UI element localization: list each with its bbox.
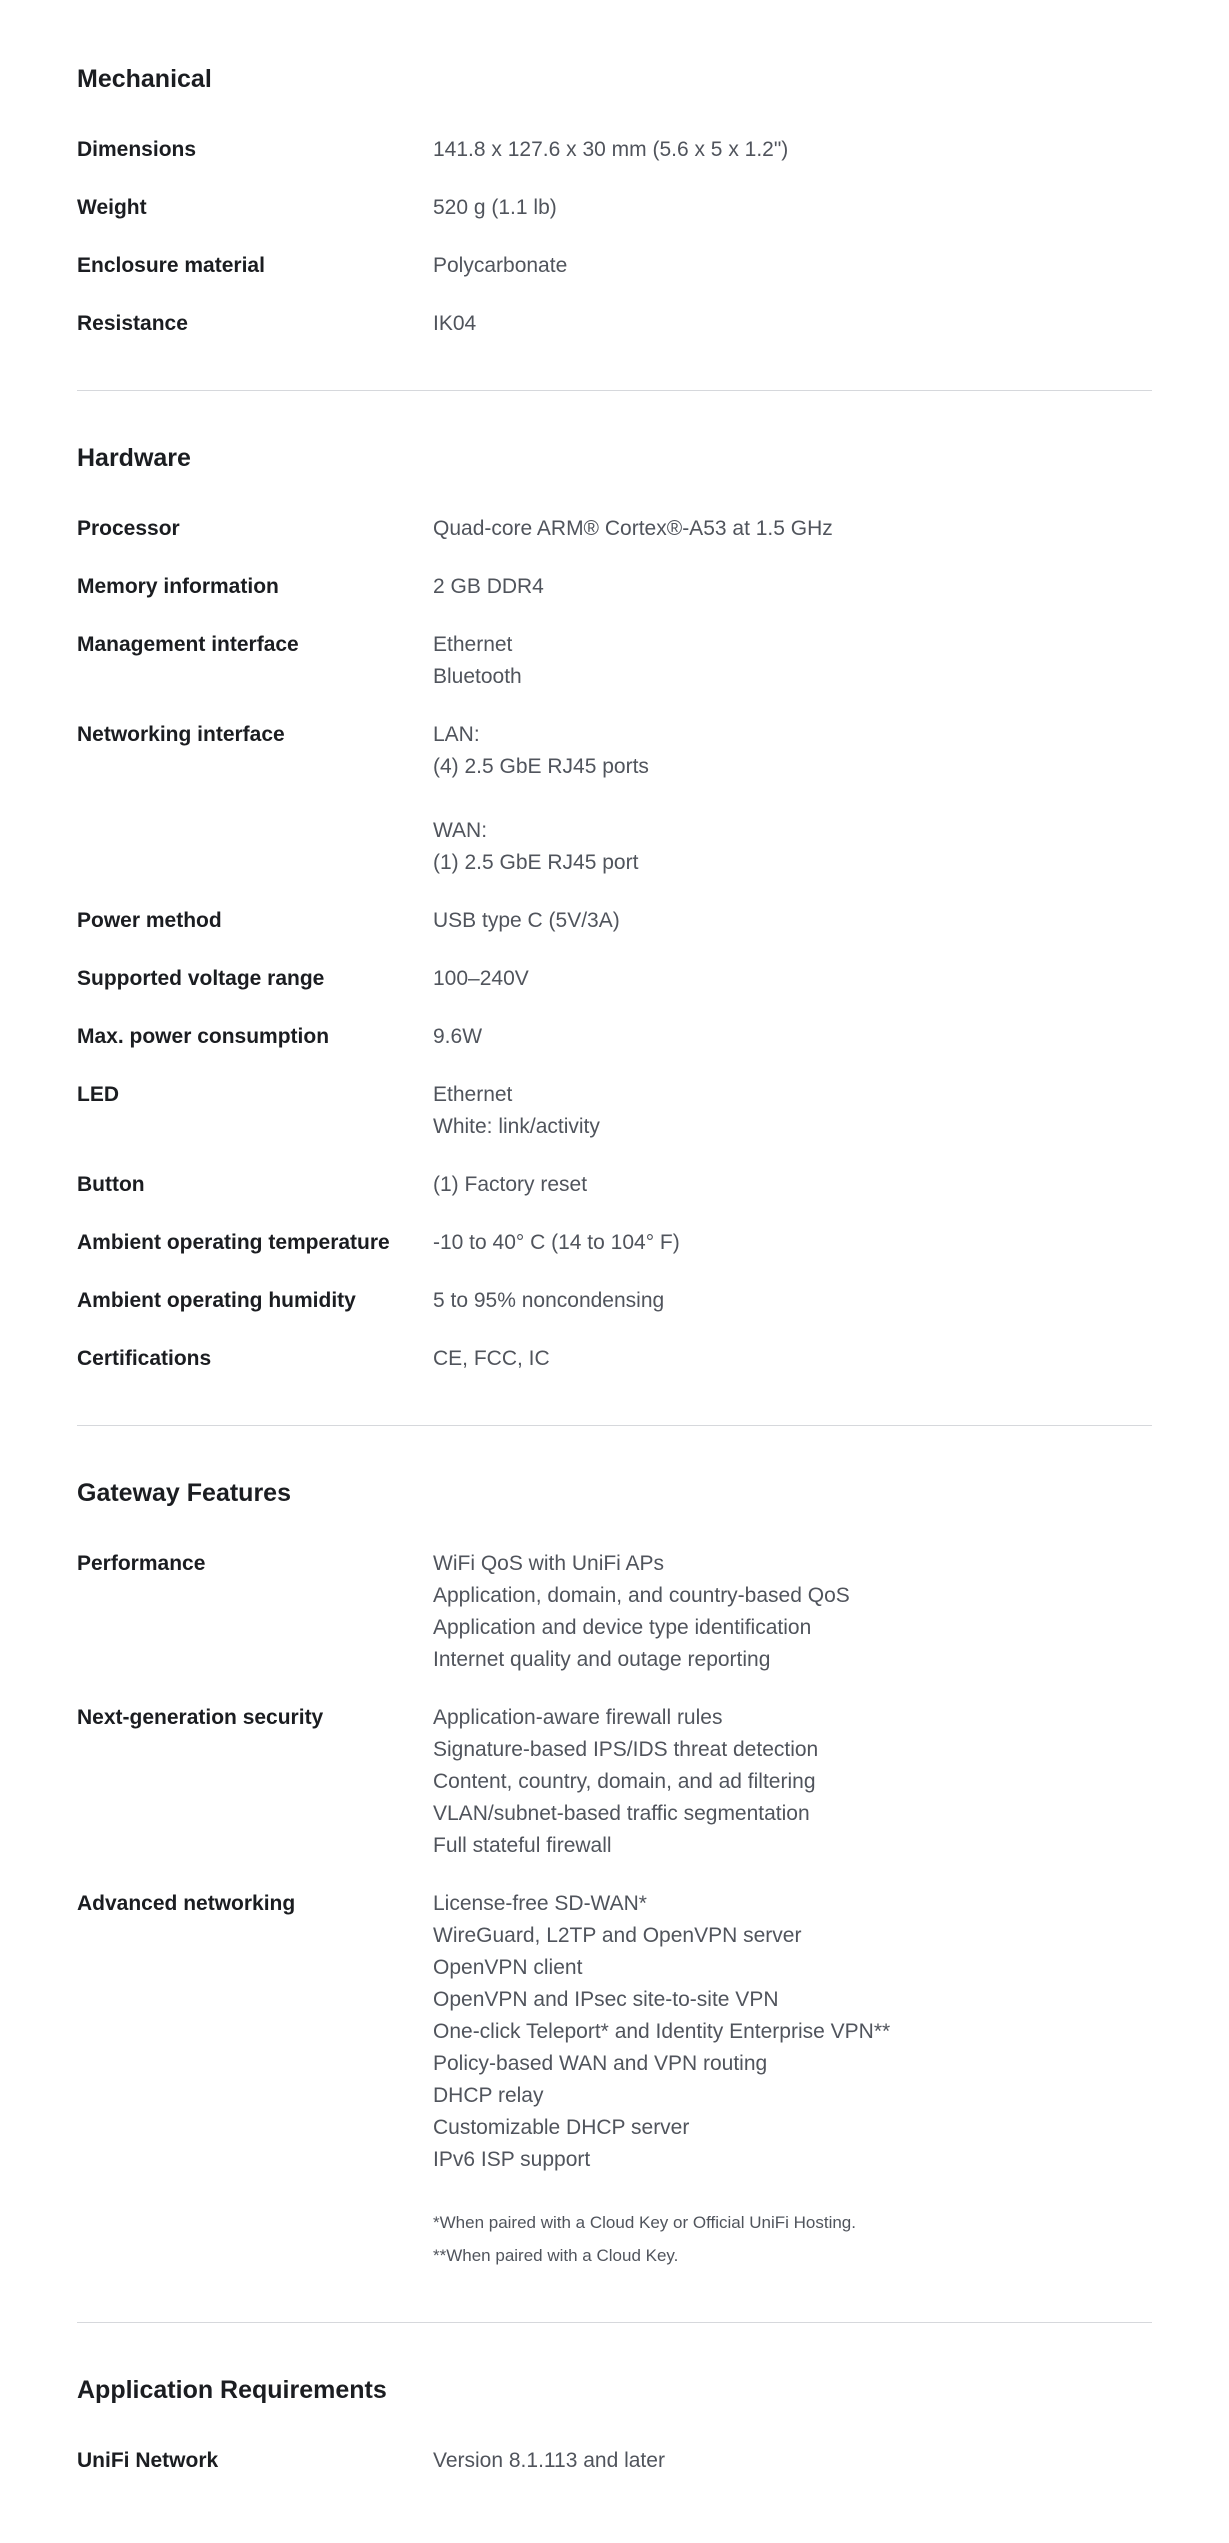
spec-values [433,1343,1152,1375]
spec-values [433,1548,1152,1676]
spec-value: Customizable DHCP server [433,2116,690,2139]
footnote: **When paired with a Cloud Key. [433,2246,679,2265]
spec-value: -10 to 40° C (14 to 104° F) [433,1231,680,1254]
spec-value: 520 g (1.1 lb) [433,196,557,219]
spec-section [77,2373,1152,2477]
spec-value: CE, FCC, IC [433,1347,550,1370]
spec-values [433,513,1152,545]
spec-row [77,134,1152,166]
section-title: Mechanical [77,65,212,93]
spec-row [77,192,1152,224]
spec-values [433,1227,1152,1259]
spec-value: 5 to 95% noncondensing [433,1289,665,1312]
spec-label: Weight [77,196,147,219]
spec-value: Ethernet [433,1083,513,1106]
spec-rows [77,1548,1152,2272]
spec-label: Management interface [77,633,299,656]
spec-label: Memory information [77,575,279,598]
spec-values [433,250,1152,282]
spec-label: UniFi Network [77,2449,219,2472]
spec-value: WiFi QoS with UniFi APs [433,1552,665,1575]
spec-label: Dimensions [77,138,197,161]
spec-value: Ethernet [433,633,513,656]
spec-values [433,1285,1152,1317]
spec-value: Bluetooth [433,665,522,688]
spec-row [77,629,1152,693]
spec-label: Enclosure material [77,254,265,277]
spec-value: IK04 [433,312,477,335]
spec-value: USB type C (5V/3A) [433,909,620,932]
spec-label: Performance [77,1552,206,1575]
spec-value: Quad-core ARM® Cortex®-A53 at 1.5 GHz [433,517,833,540]
spec-label: Supported voltage range [77,967,325,990]
spec-row [77,571,1152,603]
value-spacer [433,783,1152,815]
spec-values [433,308,1152,340]
spec-value: License-free SD-WAN* [433,1892,647,1915]
spec-value: White: link/activity [433,1115,600,1138]
spec-rows [77,513,1152,1375]
spec-value: Application and device type identification [433,1616,812,1639]
spec-values [433,571,1152,603]
spec-value: WireGuard, L2TP and OpenVPN server [433,1924,802,1947]
spec-value: LAN: [433,723,480,746]
spec-values [433,2445,1152,2477]
spec-row [77,1169,1152,1201]
spec-label: Power method [77,909,222,932]
spec-label: LED [77,1083,119,1106]
spec-label: Button [77,1173,145,1196]
spec-values [433,719,1152,879]
section-title: Gateway Features [77,1479,291,1507]
spec-row [77,513,1152,545]
spec-value: Policy-based WAN and VPN routing [433,2052,768,2075]
spec-label: Next-generation security [77,1706,324,1729]
spec-value: One-click Teleport* and Identity Enterprise VPN** [433,2020,891,2043]
spec-row [77,1343,1152,1375]
spec-value: Signature-based IPS/IDS threat detection [433,1738,819,1761]
spec-values [433,963,1152,995]
spec-label: Processor [77,517,180,540]
spec-values [433,905,1152,937]
spec-row [77,250,1152,282]
spec-row [77,1227,1152,1259]
spec-value: VLAN/subnet-based traffic segmentation [433,1802,810,1825]
footnote: *When paired with a Cloud Key or Official UniFi Hosting. [433,2213,856,2232]
spec-values [433,1021,1152,1053]
spec-row [77,1021,1152,1053]
spec-label: Resistance [77,312,188,335]
spec-value: IPv6 ISP support [433,2148,591,2171]
spec-label: Certifications [77,1347,212,1370]
spec-row [77,1548,1152,1676]
section-divider [77,2322,1152,2323]
spec-row [77,905,1152,937]
spec-values [433,1079,1152,1143]
spec-values [433,1169,1152,1201]
spec-values [433,192,1152,224]
spec-value: Internet quality and outage reporting [433,1648,771,1671]
spec-value: 141.8 x 127.6 x 30 mm (5.6 x 5 x 1.2") [433,138,789,161]
spec-section [77,62,1152,340]
spec-value: 9.6W [433,1025,483,1048]
spec-row [77,1702,1152,1862]
spec-rows [77,2445,1152,2477]
spec-value: (4) 2.5 GbE RJ45 ports [433,755,649,778]
spec-values [433,134,1152,166]
spec-value: OpenVPN and IPsec site-to-site VPN [433,1988,779,2011]
spec-values [433,1702,1152,1862]
spec-value: Application, domain, and country-based QoS [433,1584,850,1607]
spec-value: DHCP relay [433,2084,544,2107]
spec-value: OpenVPN client [433,1956,583,1979]
spec-value: 100–240V [433,967,529,990]
spec-values [433,1888,1152,2272]
section-divider [77,1425,1152,1426]
spec-value: (1) Factory reset [433,1173,588,1196]
spec-row [77,308,1152,340]
spec-row [77,2445,1152,2477]
section-title: Application Requirements [77,2376,387,2404]
section-divider [77,390,1152,391]
spec-row [77,963,1152,995]
spec-rows [77,134,1152,340]
spec-label: Ambient operating humidity [77,1289,356,1312]
spec-section [77,441,1152,1375]
spec-value: Polycarbonate [433,254,568,277]
spec-value: Application-aware firewall rules [433,1706,723,1729]
spec-label: Max. power consumption [77,1025,330,1048]
spec-value: Content, country, domain, and ad filtering [433,1770,816,1793]
spec-label: Networking interface [77,723,285,746]
spec-label: Advanced networking [77,1892,296,1915]
spec-row [77,719,1152,879]
spec-value: WAN: [433,819,488,842]
spec-value: (1) 2.5 GbE RJ45 port [433,851,639,874]
spec-row [77,1888,1152,2272]
spec-values [433,629,1152,693]
spec-value: 2 GB DDR4 [433,575,544,598]
spec-row [77,1285,1152,1317]
spec-section [77,1476,1152,2272]
spec-row [77,1079,1152,1143]
section-title: Hardware [77,444,191,472]
spec-value: Full stateful firewall [433,1834,612,1857]
footnotes [433,2206,1152,2272]
spec-value: Version 8.1.113 and later [433,2449,665,2472]
spec-label: Ambient operating temperature [77,1231,390,1254]
